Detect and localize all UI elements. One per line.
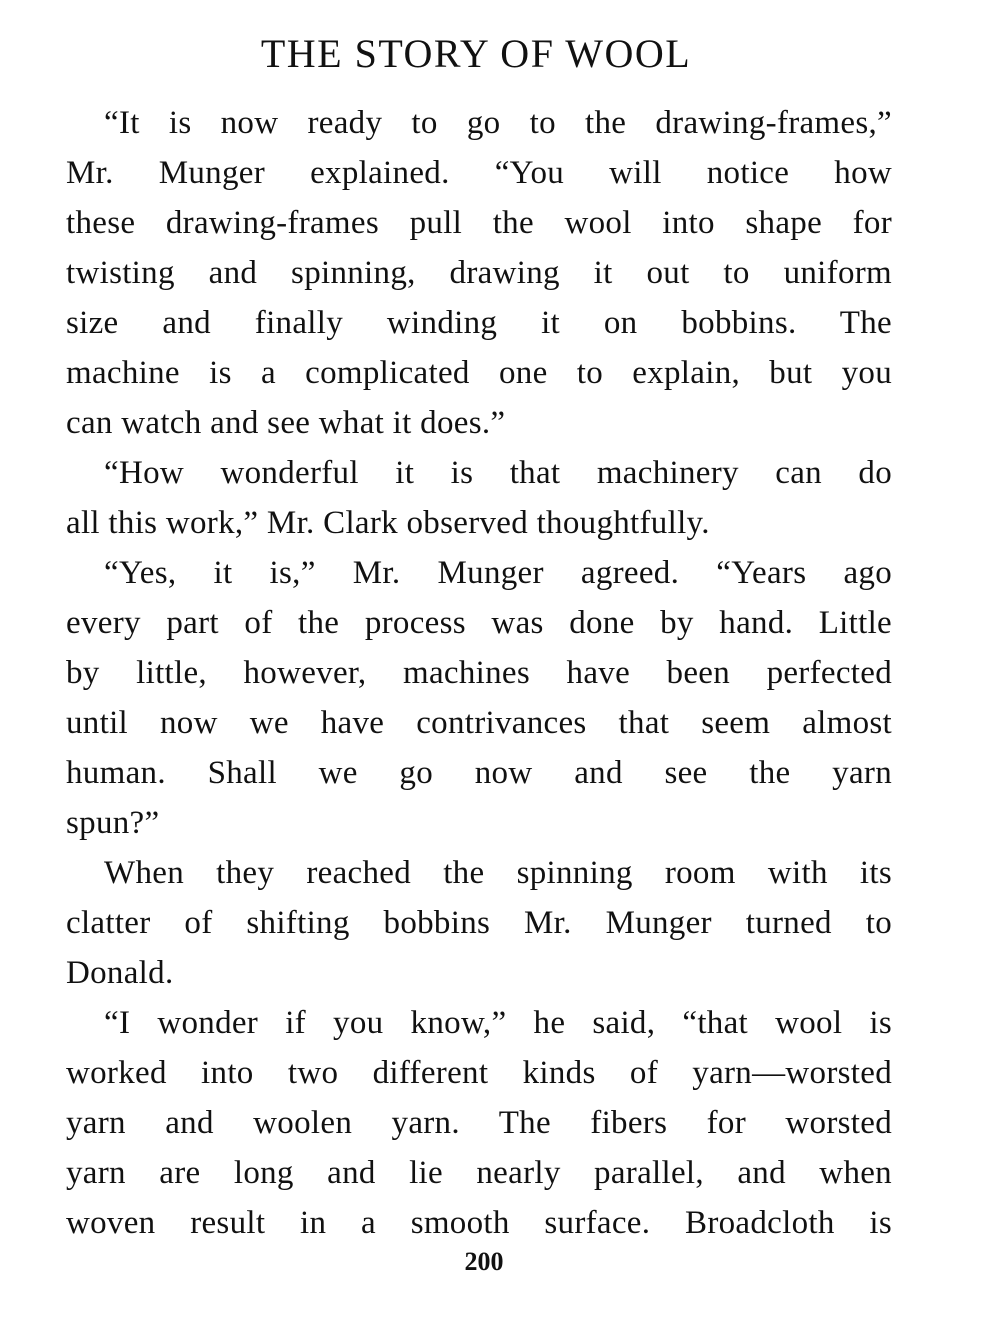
text-line: “I wonder if you know,” he said, “that wool is bbox=[104, 1005, 892, 1041]
text-line: Donald. bbox=[66, 955, 174, 991]
text-line: by little, however, machines have been perfected bbox=[66, 655, 892, 691]
text-line: human. Shall we go now and see the yarn bbox=[66, 755, 892, 791]
text-line: yarn are long and lie nearly parallel, and when bbox=[66, 1155, 892, 1191]
text-line: When they reached the spinning room with its bbox=[104, 855, 892, 891]
body-text bbox=[66, 98, 892, 1248]
text-line: all this work,” Mr. Clark observed thoughtfully. bbox=[66, 505, 710, 541]
text-line: these drawing-frames pull the wool into shape for bbox=[66, 205, 892, 241]
text-line: “Yes, it is,” Mr. Munger agreed. “Years ago bbox=[104, 555, 892, 591]
text-line: size and finally winding it on bobbins. The bbox=[66, 305, 892, 341]
text-line: every part of the process was done by hand. Little bbox=[66, 605, 892, 641]
text-line: worked into two different kinds of yarn—worsted bbox=[66, 1055, 892, 1091]
text-line: spun?” bbox=[66, 805, 160, 841]
text-line: woven result in a smooth surface. Broadcloth is bbox=[66, 1205, 892, 1241]
text-line: can watch and see what it does.” bbox=[66, 405, 506, 441]
running-title: THE STORY OF WOOL bbox=[260, 31, 692, 76]
text-line: twisting and spinning, drawing it out to uniform bbox=[66, 255, 892, 291]
text-line: “How wonderful it is that machinery can do bbox=[104, 455, 892, 491]
text-line: Mr. Munger explained. “You will notice how bbox=[66, 155, 892, 191]
text-line: until now we have contrivances that seem almost bbox=[66, 705, 892, 741]
text-line: machine is a complicated one to explain, but you bbox=[66, 355, 892, 391]
text-line: clatter of shifting bobbins Mr. Munger turned to bbox=[66, 905, 892, 941]
text-line: “It is now ready to go to the drawing-frames,” bbox=[104, 105, 892, 141]
text-line: yarn and woolen yarn. The fibers for worsted bbox=[66, 1105, 892, 1141]
page-number: 200 bbox=[464, 1247, 504, 1276]
